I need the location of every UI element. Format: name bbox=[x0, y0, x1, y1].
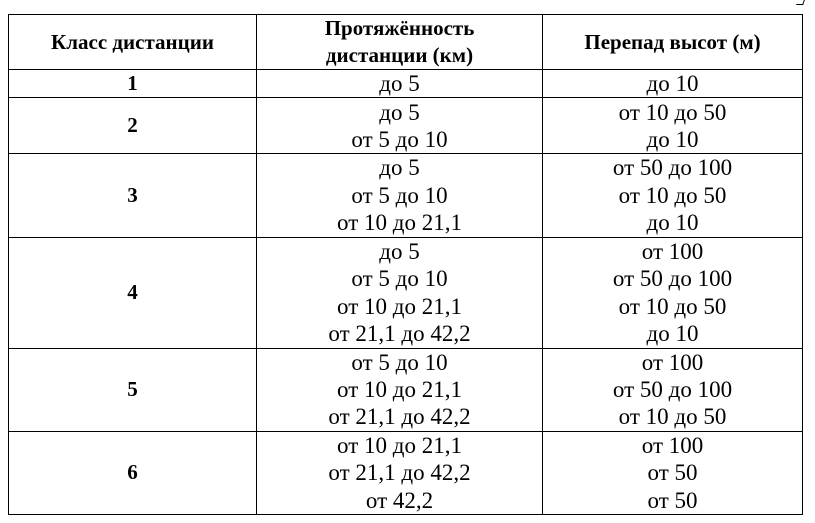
length-cell bbox=[257, 154, 543, 237]
length-cell bbox=[257, 237, 543, 348]
table-row bbox=[9, 348, 803, 431]
elevation-value: от 10 до 50 bbox=[618, 99, 727, 125]
length-value: от 5 до 10 bbox=[351, 266, 448, 292]
class-cell: 4 bbox=[9, 237, 257, 348]
elevation-cell bbox=[543, 154, 803, 237]
length-value: до 5 bbox=[379, 71, 420, 96]
elevation-cell bbox=[543, 348, 803, 431]
elevation-value: от 50 до 100 bbox=[612, 377, 733, 403]
elevation-value: от 50 до 100 bbox=[612, 155, 733, 181]
length-cell bbox=[257, 348, 543, 431]
table-header-row bbox=[9, 15, 803, 70]
length-value: от 21,1 до 42,2 bbox=[328, 321, 471, 347]
elevation-value: до 10 bbox=[646, 126, 699, 152]
length-cell bbox=[257, 70, 543, 98]
elevation-value: от 10 до 50 bbox=[618, 182, 727, 208]
class-cell: 2 bbox=[9, 98, 257, 154]
elevation-cell bbox=[543, 431, 803, 514]
elevation-value: от 50 bbox=[647, 460, 698, 486]
length-value: от 5 до 10 bbox=[351, 349, 448, 375]
elevation-cell bbox=[543, 70, 803, 98]
header-distance-length bbox=[257, 15, 543, 70]
length-value: от 10 до 21,1 bbox=[337, 293, 462, 319]
length-value: до 5 bbox=[379, 155, 420, 181]
length-value: от 21,1 до 42,2 bbox=[328, 404, 471, 430]
page-corner-mark bbox=[796, 0, 805, 5]
elevation-value: от 50 до 100 bbox=[612, 266, 733, 292]
length-value: от 42,2 bbox=[365, 487, 434, 513]
class-cell: 3 bbox=[9, 154, 257, 237]
header-distance-class: Класс дистанции bbox=[9, 15, 257, 70]
elevation-value: от 100 bbox=[641, 238, 704, 264]
distance-class-table bbox=[8, 14, 803, 515]
length-value: от 10 до 21,1 bbox=[337, 377, 462, 403]
length-value: до 5 bbox=[379, 99, 420, 125]
table-row bbox=[9, 98, 803, 154]
header-length-line: дистанции (км) bbox=[325, 43, 474, 67]
elevation-cell bbox=[543, 237, 803, 348]
length-value: до 5 bbox=[379, 238, 420, 264]
elevation-value: от 100 bbox=[641, 432, 704, 458]
length-cell bbox=[257, 98, 543, 154]
table-row bbox=[9, 431, 803, 514]
length-value: от 10 до 21,1 bbox=[337, 210, 462, 236]
class-cell: 1 bbox=[9, 70, 257, 98]
header-elevation-gain: Перепад высот (м) bbox=[543, 15, 803, 70]
elevation-value: до 10 bbox=[646, 71, 699, 96]
elevation-value: до 10 bbox=[646, 210, 699, 236]
length-value: от 5 до 10 bbox=[351, 182, 448, 208]
class-cell: 6 bbox=[9, 431, 257, 514]
elevation-value: от 10 до 50 bbox=[618, 293, 727, 319]
header-length-line: Протяжённость bbox=[324, 16, 475, 40]
length-value: от 5 до 10 bbox=[351, 126, 448, 152]
elevation-value: от 10 до 50 bbox=[618, 404, 727, 430]
table-row bbox=[9, 70, 803, 98]
table-row bbox=[9, 154, 803, 237]
class-cell: 5 bbox=[9, 348, 257, 431]
length-value: от 10 до 21,1 bbox=[337, 432, 462, 458]
length-cell bbox=[257, 431, 543, 514]
elevation-cell bbox=[543, 98, 803, 154]
elevation-value: до 10 bbox=[646, 321, 699, 347]
elevation-value: от 100 bbox=[641, 349, 704, 375]
table-row bbox=[9, 237, 803, 348]
length-value: от 21,1 до 42,2 bbox=[328, 460, 471, 486]
table-body bbox=[9, 70, 803, 515]
elevation-value: от 50 bbox=[647, 487, 698, 513]
